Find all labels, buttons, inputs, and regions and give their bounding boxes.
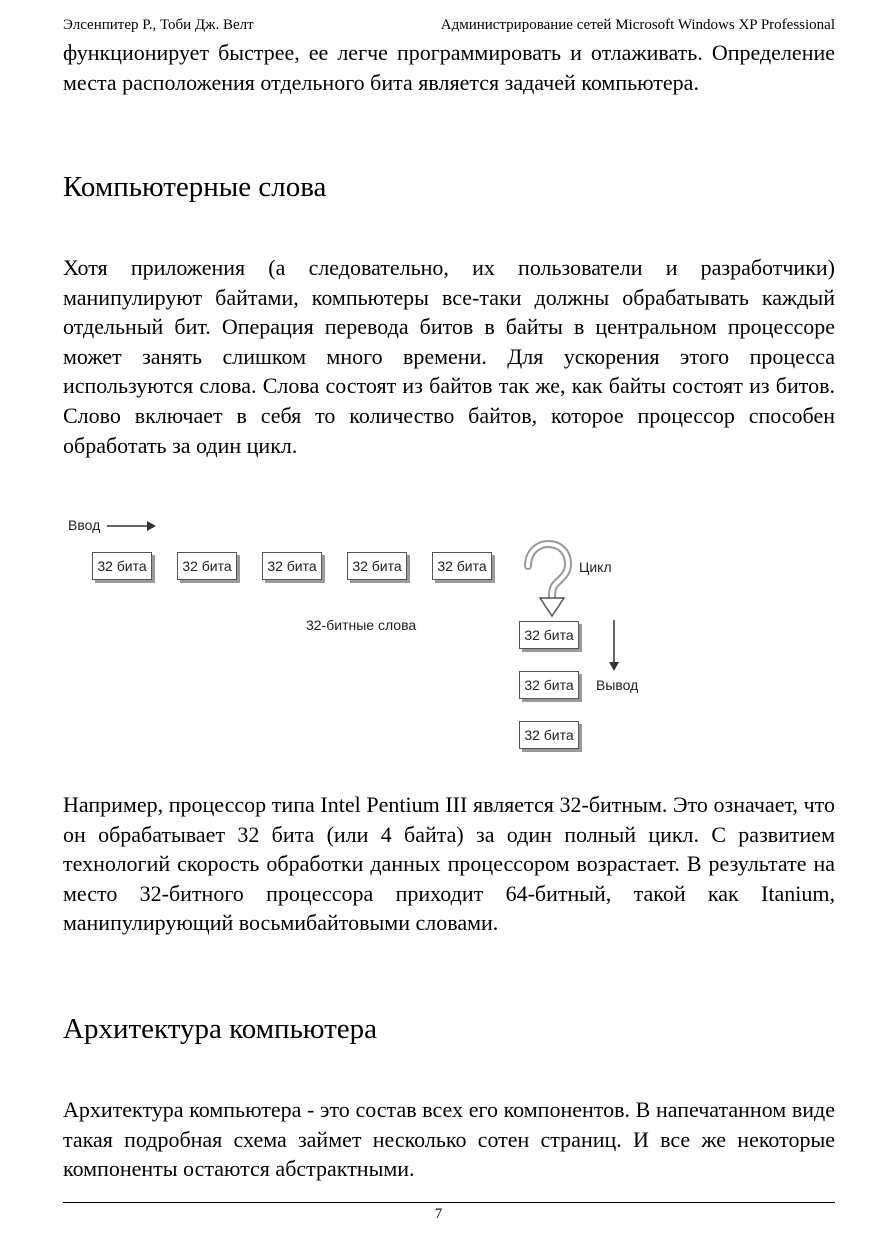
- figure-input-label: Ввод: [68, 517, 101, 533]
- output-box: 32 бита: [519, 621, 579, 649]
- output-box: 32 бита: [519, 721, 579, 749]
- cycle-question-icon: [518, 540, 578, 618]
- input-box: 32 бита: [347, 552, 407, 580]
- heading-architecture: Архитектура компьютера: [63, 1013, 377, 1045]
- figure-output-label: Вывод: [596, 677, 639, 693]
- page-number: 7: [434, 1206, 443, 1222]
- output-arrow-icon: [607, 620, 621, 672]
- heading-computer-words: Компьютерные слова: [63, 171, 327, 203]
- figure-caption: 32-битные слова: [306, 617, 417, 633]
- header-book-title: Администрирование сетей Microsoft Windows XP Professional: [440, 17, 835, 33]
- header-authors: Элсенпитер Р., Тоби Дж. Велт: [63, 17, 254, 33]
- output-box: 32 бита: [519, 671, 579, 699]
- figure-cycle-label: Цикл: [579, 559, 612, 575]
- input-box: 32 бита: [432, 552, 492, 580]
- input-arrow-icon: [107, 520, 157, 532]
- input-box: 32 бита: [177, 552, 237, 580]
- figure-32bit-words: [63, 510, 663, 760]
- input-box: 32 бита: [92, 552, 152, 580]
- paragraph-words: Хотя приложения (а следовательно, их пользователи и разработчики) манипулируют байтами, компьютеры все-таки должны обрабатывать каждый отдельный бит. Операция перевода битов в байты в центральном процессоре может занять слишком много времени. Для ускорения этого процесса используются слова. Слова состоят из байтов так же, как байты состоят из битов. Слово включает в себя то количество байтов, которое процессор способен обработать за один цикл.: [63, 255, 835, 458]
- footer-divider: [63, 1202, 835, 1203]
- paragraph-example: Например, процессор типа Intel Pentium III является 32-битным. Это означает, что он обрабатывает 32 бита (или 4 байта) за один полный цикл. С развитием технологий скорость обработки данных процессором возрастает. В результате на место 32-битного процессора приходит 64-битный, такой как Itanium, манипулирующий восьмибайтовыми словами.: [63, 792, 835, 936]
- input-box: 32 бита: [262, 552, 322, 580]
- paragraph-architecture: Архитектура компьютера - это состав всех его компонентов. В напечатанном виде такая подробная схема займет несколько сотен страниц. И все же некоторые компоненты остаются абстрактными.: [63, 1097, 835, 1182]
- paragraph-intro: функционирует быстрее, ее легче программировать и отлаживать. Определение места расположения отдельного бита является задачей компьютера.: [63, 40, 835, 95]
